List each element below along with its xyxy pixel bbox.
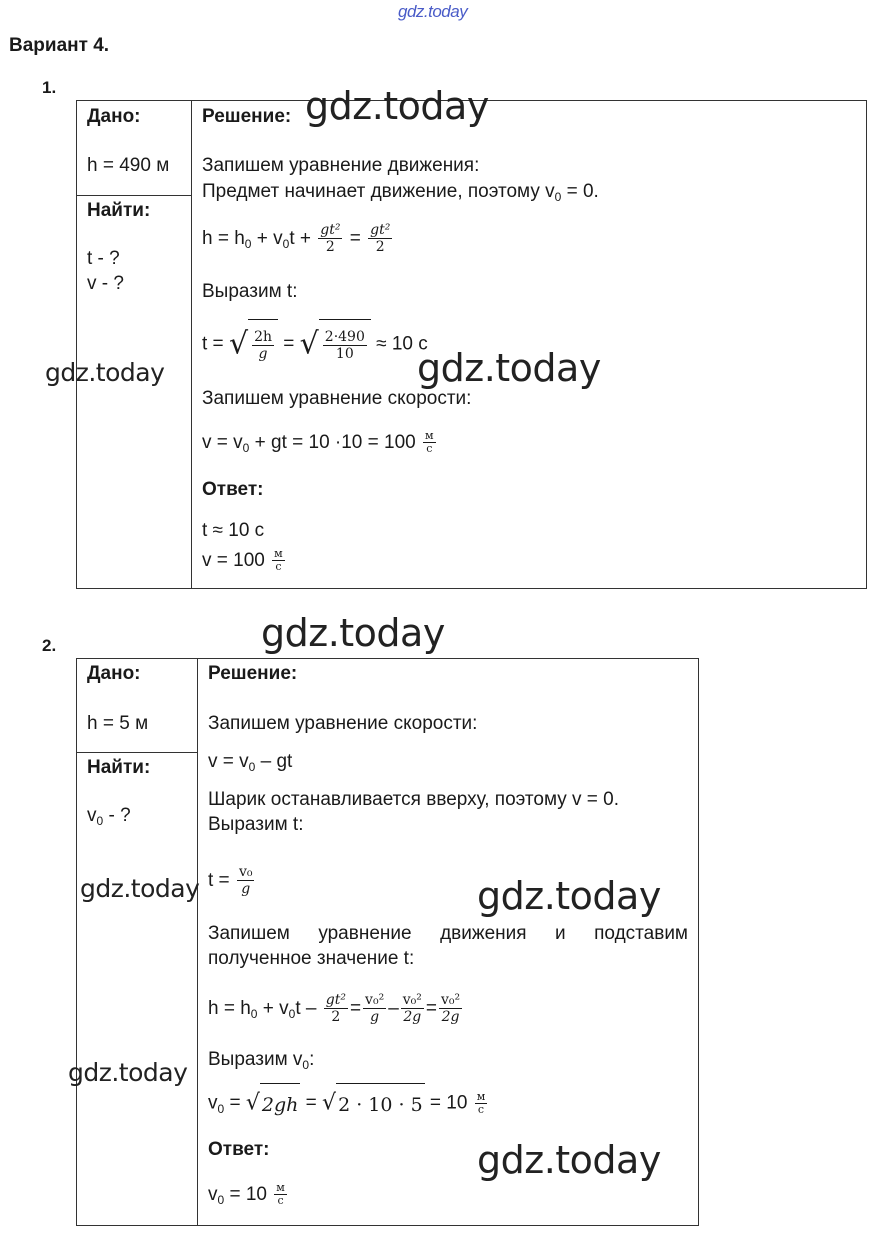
unit-m-s: $\frac{м}{с}$ xyxy=(425,429,434,456)
task2-given-label: Дано: xyxy=(87,663,141,684)
task1-answer-t: t ≈ 10 с xyxy=(202,520,265,541)
task2-find-v0: $v_0$ - ? xyxy=(87,805,131,828)
watermark-7: gdz.today xyxy=(68,1058,188,1087)
task2-express-v: Выразим $v_0$: xyxy=(208,1049,315,1072)
sqrt-2-490-10: √ $\frac{2\cdot 490}{10}$ xyxy=(300,319,371,370)
task2-answer-v0: $v_0 = 10$ $\frac{м}{с}$ xyxy=(208,1181,285,1208)
watermark-5: gdz.today xyxy=(80,874,200,903)
task2-eq-v0: $v_0$ = √ 2gh = √ 2 · 10 · 5 = 10 $\frac{м}{с}$ xyxy=(208,1083,489,1124)
task1-line1: Запишем уравнение движения: xyxy=(202,155,480,176)
task2-find-label: Найти: xyxy=(87,757,151,778)
task1-express-t: Выразим t: xyxy=(202,281,298,302)
watermark-8: gdz.today xyxy=(477,1138,661,1182)
frac-gt2-2: $\frac{\text{gt²}}{2}$ xyxy=(320,222,341,256)
task1-given-cell xyxy=(77,101,192,196)
watermark-2: gdz.today xyxy=(417,346,601,390)
task1-solution-cell xyxy=(192,101,867,589)
task1-number: 1. xyxy=(42,78,57,97)
watermark-1: gdz.today xyxy=(305,84,489,128)
task2-given-cell xyxy=(77,659,198,753)
task1-answer-v: v = 100 $\frac{м}{с}$ xyxy=(202,547,283,574)
task2-number: 2. xyxy=(42,636,57,655)
task2-answer-label: Ответ: xyxy=(208,1139,270,1160)
task1-find-t: t - ? xyxy=(87,248,120,269)
task2-eq-motion: $h = h_0 + v_0t$ – $\frac{\text{gt²}}{2}$ = $\frac{\text{v₀²}}{g}$ – $\frac{\text{v₀²}}{2g}$ = $\frac{\text{v₀²}}{2g}$ xyxy=(208,992,461,1026)
watermark-3: gdz.today xyxy=(45,358,165,387)
task1-speed-title: Запишем уравнение скорости: xyxy=(202,388,472,409)
task1-line2: Предмет начинает движение, поэтому $v_0 = 0$. xyxy=(202,181,599,204)
sqrt-2h-g: √ $\frac{2h}{g}$ xyxy=(229,319,278,370)
task1-solution-label: Решение: xyxy=(202,106,292,127)
watermark-4: gdz.today xyxy=(261,611,445,655)
task2-stop-text: Шарик останавливается вверху, поэтому v = 0. xyxy=(208,789,620,810)
top-watermark: gdz.today xyxy=(398,2,468,21)
task2-given-value: h = 5 м xyxy=(87,713,149,734)
task2-motion-text: Запишем уравнение движения и подставим полученное значение t: xyxy=(208,923,688,969)
watermark-6: gdz.today xyxy=(477,874,661,918)
task2-eq-speed: $v = v_0$ – gt xyxy=(208,751,293,774)
task1-find-label: Найти: xyxy=(87,200,151,221)
task2-find-cell xyxy=(77,753,198,1226)
task1-find-v: v - ? xyxy=(87,273,124,294)
task1-given-value: h = 490 м xyxy=(87,155,170,176)
task2-speed-title: Запишем уравнение скорости: xyxy=(208,713,478,734)
task1-eq-time: t = √ $\frac{2h}{g}$ = √ $\frac{2\cdot 490}{10}$ ≈ 10 с xyxy=(202,319,428,370)
task1-table xyxy=(76,100,867,589)
task1-find-cell xyxy=(77,196,192,589)
task2-solution-label: Решение: xyxy=(208,663,298,684)
page-title: Вариант 4. xyxy=(9,35,110,56)
task2-eq-time: t = $\frac{\text{v₀}}{g}$ xyxy=(208,864,253,898)
task1-eq-motion: $h = h_0 + v_0t$ + $\frac{\text{gt²}}{2}$ = $\frac{\text{gt²}}{2}$ xyxy=(202,222,391,256)
task1-eq-speed: $v = v_0$ + gt = 10 ·10 = 100 $\frac{м}{с}$ xyxy=(202,429,434,456)
frac-gt2-2b: $\frac{\text{gt²}}{2}$ xyxy=(370,222,391,256)
task1-given-label: Дано: xyxy=(87,106,141,127)
task1-answer-label: Ответ: xyxy=(202,479,264,500)
task2-express-t: Выразим t: xyxy=(208,814,304,835)
